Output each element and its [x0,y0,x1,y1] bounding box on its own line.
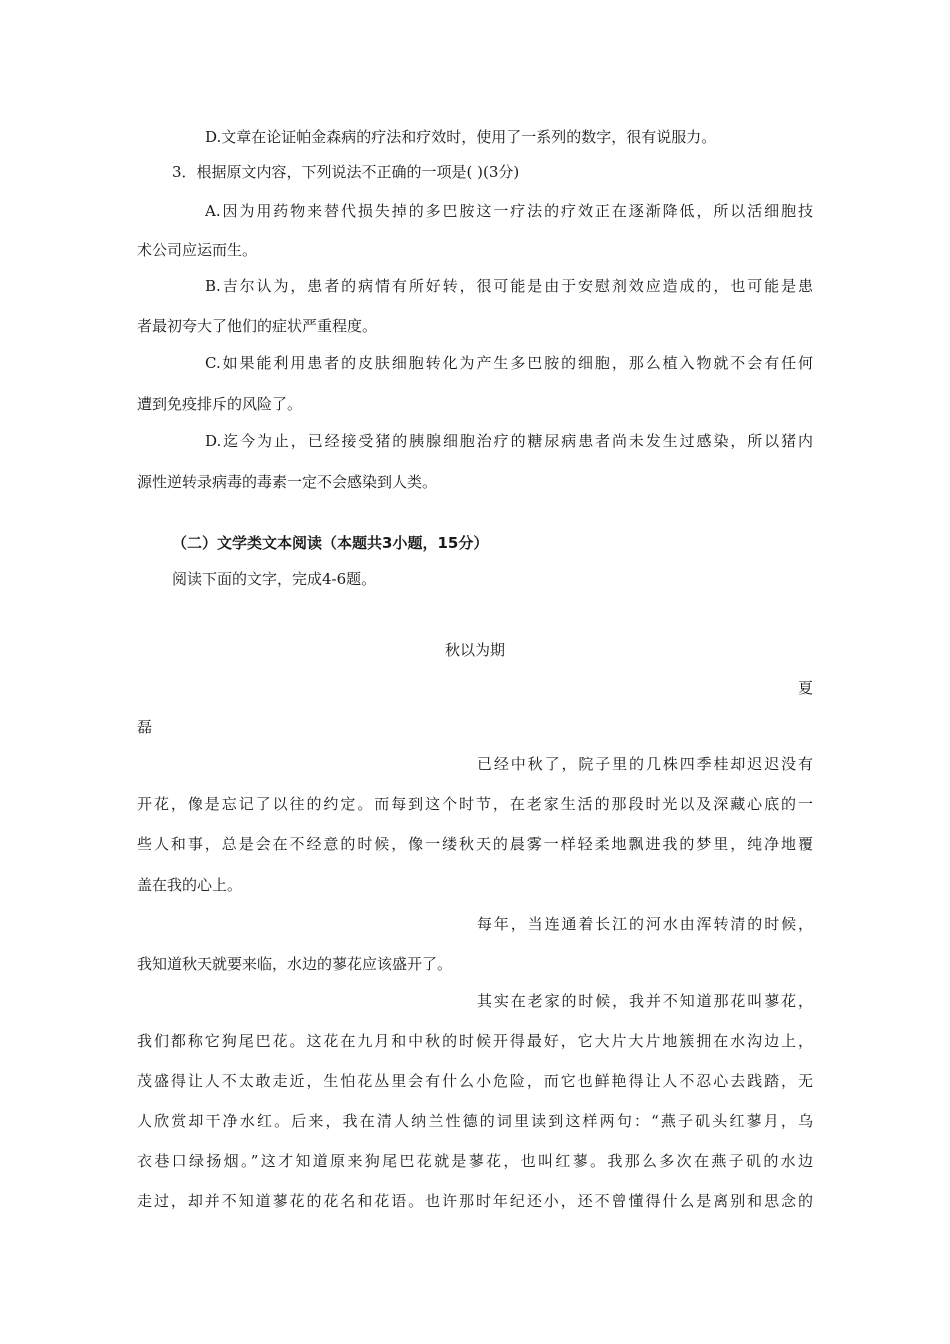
article-p3-line2: 我们都称它狗尾巴花。这花在九月和中秋的时候开得最好，它大片大片地簇拥在水沟边上， [137,1032,813,1050]
article-p1-line2: 开花，像是忘记了以往的约定。而每到这个时节，在老家生活的那段时光以及深藏心底的一 [137,795,813,813]
q3-option-c-line2: 遭到免疫排斥的风险了。 [137,395,303,413]
q3-option-a-line2: 术公司应运而生。 [137,241,258,259]
q3-option-d-line1: D.迄今为止，已经接受猪的胰腺细胞治疗的糖尿病患者尚未发生过感染，所以猪内 [205,432,813,450]
q3-option-b-line2: 者最初夸大了他们的症状严重程度。 [137,317,378,335]
article-author-part1: 夏 [797,679,813,697]
q3-option-a-line1: A.因为用药物来替代损失掉的多巴胺这一疗法的疗效正在逐渐降低，所以活细胞技 [205,202,813,220]
section-2-heading: （二）文学类文本阅读（本题共3小题，15分） [172,534,489,552]
article-p3-line5: 衣巷口绿扬烟。”这才知道原来狗尾巴花就是蓼花，也叫红蓼。我那么多次在燕子矶的水边 [137,1152,813,1170]
article-p1-line4: 盖在我的心上。 [137,876,243,894]
q3-option-c-line1: C.如果能利用患者的皮肤细胞转化为产生多巴胺的细胞，那么植入物就不会有任何 [205,354,813,372]
q3-option-d-line2: 源性逆转录病毒的毒素一定不会感染到人类。 [137,473,438,491]
q2-option-d: D.文章在论证帕金森病的疗法和疗效时，使用了一系列的数字，很有说服力。 [205,128,717,146]
article-author-part2: 磊 [137,718,153,736]
question-3-stem: 3．根据原文内容，下列说法不正确的一项是( )(3分) [172,163,520,181]
article-p3-line3: 茂盛得让人不太敢走近，生怕花丛里会有什么小危险，而它也鲜艳得让人不忍心去践踏，无 [137,1072,813,1090]
article-p2-line1: 每年，当连通着长江的河水由浑转清的时候， [477,915,813,933]
section-2-instruction: 阅读下面的文字，完成4-6题。 [172,570,377,588]
article-title: 秋以为期 [444,641,505,659]
article-p1-line1: 已经中秋了，院子里的几株四季桂却迟迟没有 [477,755,813,773]
article-p3-line1: 其实在老家的时候，我并不知道那花叫蓼花， [477,992,813,1010]
article-p3-line6: 走过，却并不知道蓼花的花名和花语。也许那时年纪还小，还不曾懂得什么是离别和思念的 [137,1192,813,1210]
article-p1-line3: 些人和事，总是会在不经意的时候，像一缕秋天的晨雾一样轻柔地飘进我的梦里，纯净地覆 [137,835,813,853]
q3-option-b-line1: B.吉尔认为，患者的病情有所好转，很可能是由于安慰剂效应造成的，也可能是患 [205,277,813,295]
article-p2-line2: 我知道秋天就要来临，水边的蓼花应该盛开了。 [137,955,453,973]
article-p3-line4: 人欣赏却干净水红。后来，我在清人纳兰性德的词里读到这样两句：“燕子矶头红蓼月，乌 [137,1112,813,1130]
